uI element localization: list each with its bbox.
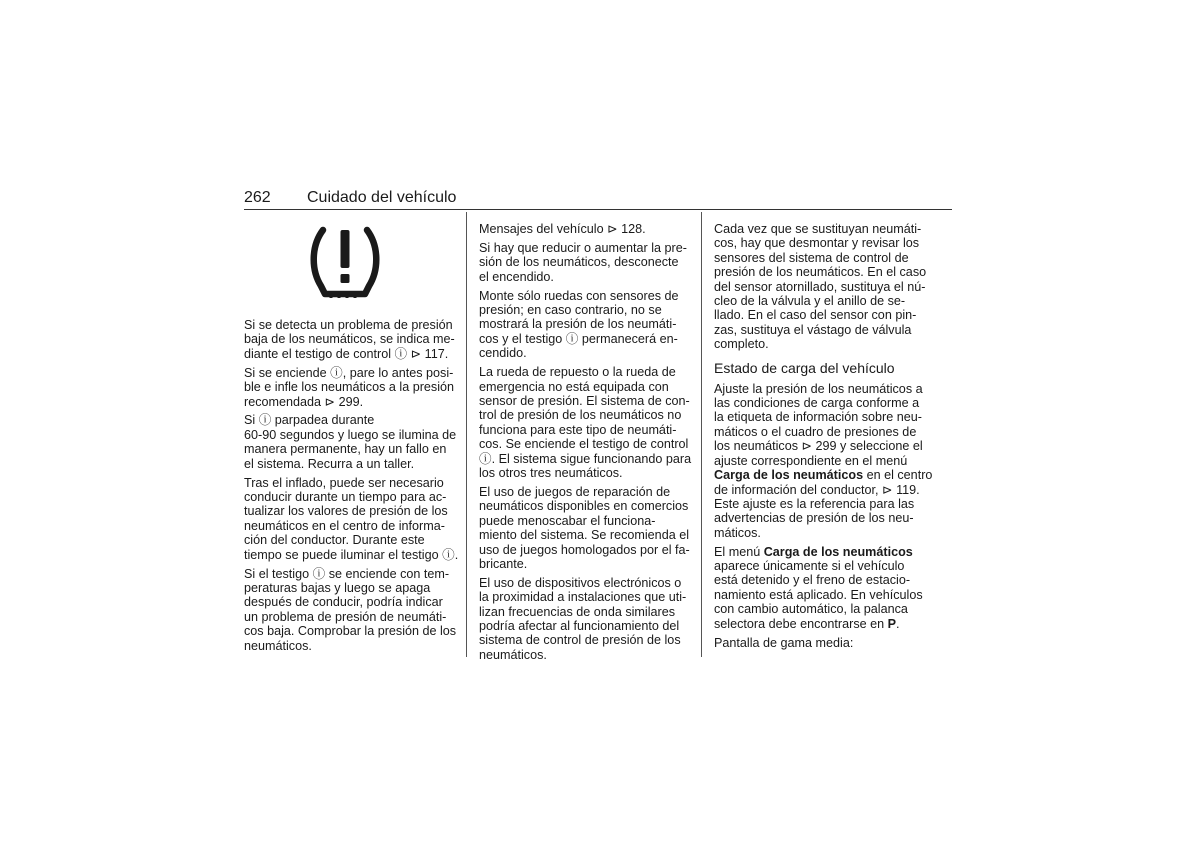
page-header [244, 189, 952, 209]
paragraph: Tras el inflado, puede ser necesario conducir durante un tiempo para ac- tualizar los valores de presión de los neumáticos en el centro de informa- ción del conductor. Durante este tiempo se puede iluminar el testigo ⓘ. [244, 475, 459, 562]
paragraph: El menú Carga de los neumáticos aparece únicamente si el vehículo está detenido y el freno de estacio- namiento está aplicado. En vehículos con cambio automático, la palanca selectora debe encontrarse en P. [714, 544, 923, 631]
tire-pressure-warning-icon [244, 222, 457, 318]
column-divider [701, 212, 702, 657]
paragraph: Si ⓘ parpadea durante 60-90 segundos y luego se ilumina de manera permanente, hay un fallo en el sistema. Recurra a un taller. [244, 413, 457, 471]
column-1 [244, 222, 457, 657]
paragraph: La rueda de repuesto o la rueda de emergencia no está equipada con sensor de presión. El sistema de con- trol de presión de los neumáticos no funciona para este tipo de neumáti- cos. Se enciende el testigo de control ⓘ. El sistema sigue funcionando para los otros tres neumáticos. [479, 365, 692, 480]
paragraph: Cada vez que se sustituyan neumáti- cos, hay que desmontar y revisar los sensores del sistema de control de presión de los neumáticos. En el caso del sensor atornillado, sustituya el nú- cleo de la válvula y el anillo de se- llado. En el caso del sensor con pin- zas, sustituya el vástago de válvula completo. [714, 222, 927, 352]
paragraph: Si hay que reducir o aumentar la pre- sión de los neumáticos, desconecte el encendido. [479, 240, 687, 284]
subheading: Estado de carga del vehículo [714, 359, 895, 376]
menu-name: Carga de los neumáticos [714, 468, 864, 483]
column-2 [479, 222, 691, 667]
paragraph: Si el testigo ⓘ se enciende con tem- peraturas bajas y luego se apaga después de conducir, podría indicar un problema de presión de neumáti- cos baja. Comprobar la presión de los neumáticos. [244, 566, 457, 653]
menu-name: Carga de los neumáticos [763, 544, 913, 559]
paragraph: Si se enciende ⓘ, pare lo antes posi- ble e infle los neumáticos a la presión recomendada ⊳ 299. [244, 365, 455, 409]
header-rule [244, 209, 952, 210]
page-number: 262 [244, 189, 271, 206]
gear-position: P [887, 616, 897, 631]
paragraph: Monte sólo ruedas con sensores de presión; en caso contrario, no se mostrará la presión de los neumáti- cos y el testigo ⓘ permanecerá en- cendido. [479, 288, 679, 361]
paragraph: El uso de juegos de reparación de neumáticos disponibles en comercios puede menoscabar el funciona- miento del sistema. Se recomienda el uso de juegos homologados por el fa- bricante. [479, 484, 690, 571]
column-divider [466, 212, 467, 657]
paragraph: El uso de dispositivos electrónicos o la proximidad a instalaciones que uti- lizan frecuencias de onda similares podría afectar al funcionamiento del sistema de control de presión de los neumáticos. [479, 575, 687, 662]
paragraph: Pantalla de gama media: [714, 635, 854, 650]
paragraph: Ajuste la presión de los neumáticos a las condiciones de carga conforme a la etiqueta de información sobre neu- máticos o el cuadro de presiones de los neumáticos ⊳ 299 y seleccione el ajuste correspondiente en el menú Carga de los neumáticos en el centro de información del conductor, ⊳ 119. Este ajuste es la referencia para las advertencias de presión de los neu- máticos. [714, 381, 933, 540]
paragraph: Mensajes del vehículo ⊳ 128. [479, 222, 646, 236]
paragraph: Si se detecta un problema de presión baja de los neumáticos, se indica me- diante el testigo de control ⓘ ⊳ 117. [244, 318, 455, 361]
column-3 [714, 222, 933, 654]
section-title: Cuidado del vehículo [307, 189, 457, 206]
